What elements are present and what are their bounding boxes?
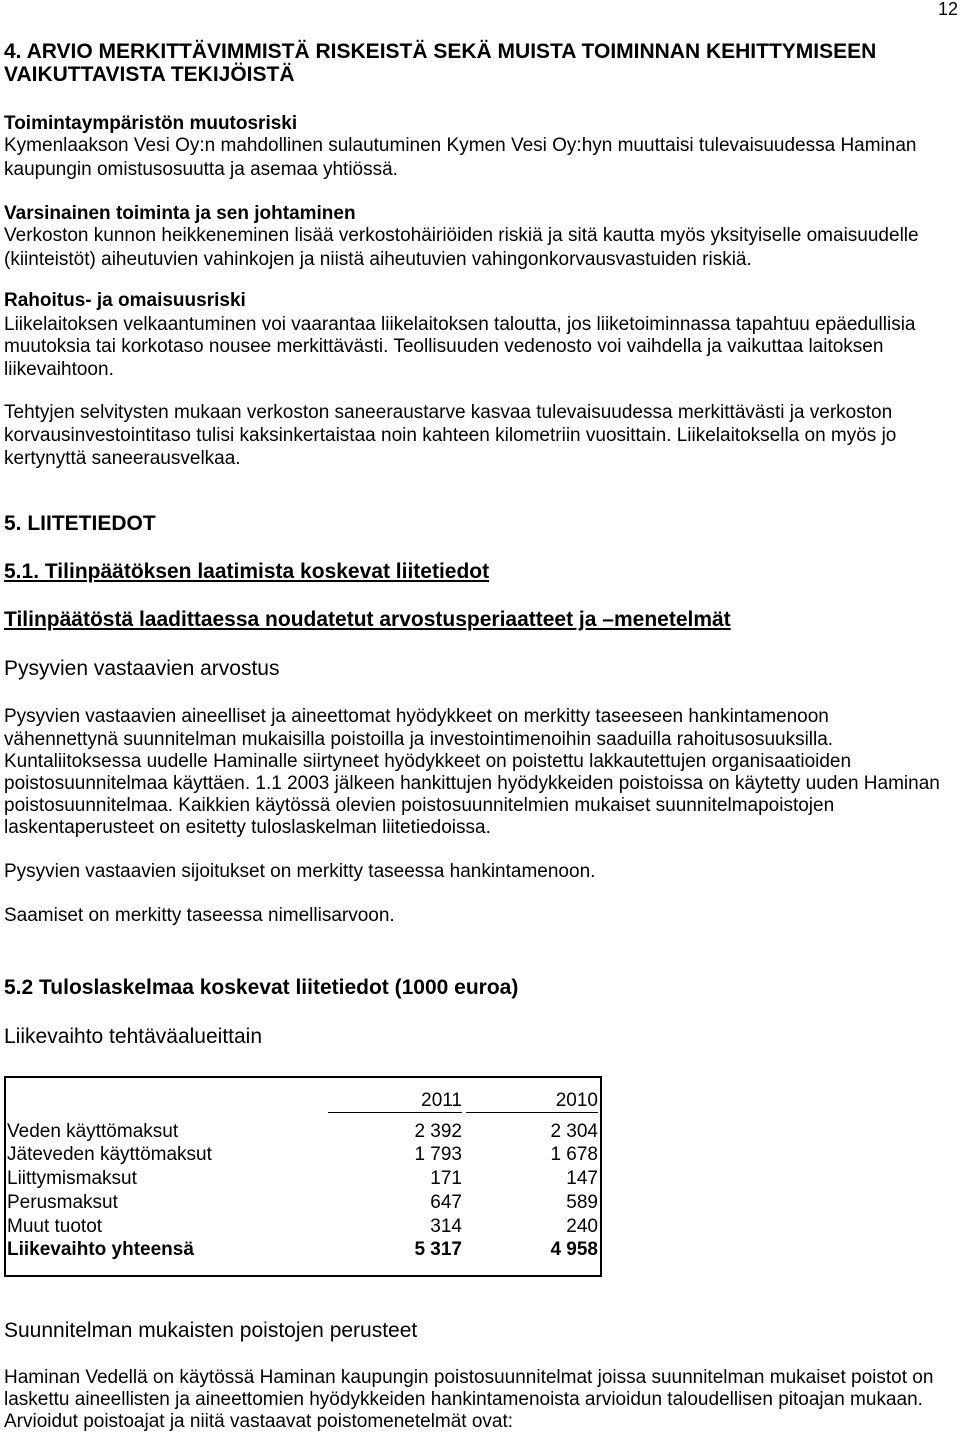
valuation-principles-heading: Tilinpäätöstä laadittaessa noudatetut arvostusperiaatteet ja –menetelmät [4,608,731,631]
row-value-2011: 647 [430,1192,462,1213]
total-label: Liikevaihto yhteensä [7,1239,194,1260]
subsection-5-1-heading: 5.1. Tilinpäätöksen laatimista koskevat liitetiedot [4,560,490,583]
table-row [6,1192,600,1214]
row-value-2010: 2 304 [550,1121,598,1142]
depreciation-heading: Suunnitelman mukaisten poistojen perusteet [4,1319,418,1342]
paragraph-line: Pysyvien vastaavien aineelliset ja aineettomat hyödykkeet on merkitty taseeseen hankintamenoon [4,706,829,727]
section-4-heading-line-2: VAIKUTTAVISTA TEKIJÖISTÄ [4,63,295,86]
total-value-2010: 4 958 [550,1239,598,1260]
column-header-2011: 2011 [328,1090,462,1113]
table-row [6,1121,600,1143]
paragraph-line: Verkoston kunnon heikkeneminen lisää verkostohäiriöiden riskiä ja sitä kautta myös yksityiselle omaisuudelle [4,225,919,246]
investments-text: Pysyvien vastaavien sijoitukset on merkitty taseessa hankintamenoon. [4,861,596,882]
paragraph-line: laskentaperusteet on esitetty tuloslaskelman liitetiedoissa. [4,817,491,838]
paragraph-line: (kiinteistöt) aiheutuvien vahinkojen ja niistä aiheutuvien vahingonkorvausvastuiden riskiä. [4,249,752,270]
paragraph-line: Kuntaliitoksessa uudelle Haminalle siirtyneet hyödykkeet on poistettu lakkautettujen organisaatioiden [4,751,852,772]
risk-heading-operating-environment: Toimintaympäristön muutosriski [4,113,298,134]
row-label: Jäteveden käyttömaksut [7,1144,212,1165]
paragraph-line: kertynyttä saneerausvelkaa. [4,448,241,469]
table-header-row [6,1090,600,1112]
risk-heading-core-operations: Varsinainen toiminta ja sen johtaminen [4,203,356,224]
paragraph-line: muutoksia tai korkotaso nousee merkittävästi. Teollisuuden vedenosto voi vaihdella ja vaikuttaa laitoksen [4,336,884,357]
row-label: Muut tuotot [7,1216,103,1237]
risk-heading-financing: Rahoitus- ja omaisuusriski [4,290,246,311]
paragraph-line: laskettu aineellisten ja aineettomien hyödykkeiden hankintamenoista arvioidun taloudellisen pitoajan mukaan. [4,1389,923,1410]
row-label: Veden käyttömaksut [7,1121,179,1142]
column-header-2010: 2010 [466,1090,598,1113]
total-value-2011: 5 317 [414,1239,462,1260]
table-row [6,1216,600,1238]
paragraph-line: poistosuunnitelmaa. Kaikkien käytössä olevien poistosuunnitelmien mukaiset suunnitelmapoistojen [4,795,835,816]
row-value-2010: 240 [566,1216,598,1237]
paragraph-line: Kymenlaakson Vesi Oy:n mahdollinen sulautuminen Kymen Vesi Oy:hyn muuttaisi tulevaisuudessa Haminan [4,135,917,156]
table-row [6,1168,600,1190]
row-label: Perusmaksut [7,1192,118,1213]
row-label: Liittymismaksut [7,1168,137,1189]
paragraph-line: kaupungin omistusosuutta ja asemaa yhtiössä. [4,159,398,180]
paragraph-line: korvausinvestointitaso tulisi kaksinkertaistaa noin kahteen kilometriin vuosittain. Liikelaitoksella on myös jo [4,425,897,446]
table-total-row [6,1239,600,1261]
revenue-table [4,1076,602,1277]
paragraph-line: poistosuunnitelmaa käyttäen. 1.1 2003 jälkeen hankittujen hyödykkeiden poistoissa on käytetty uuden Haminan [4,773,940,794]
page-number: 12 [937,0,958,19]
section-4-heading-line-1: 4. ARVIO MERKITTÄVIMMISTÄ RISKEISTÄ SEKÄ MUISTA TOIMINNAN KEHITTYMISEEN [4,40,877,63]
row-value-2010: 147 [566,1168,598,1189]
fixed-assets-heading: Pysyvien vastaavien arvostus [4,657,280,680]
paragraph-line: Arvioidut poistoajat ja niitä vastaavat poistomenetelmät ovat: [4,1411,514,1432]
row-value-2011: 171 [430,1168,462,1189]
row-value-2011: 1 793 [414,1144,462,1165]
paragraph-line: Tehtyjen selvitysten mukaan verkoston saneeraustarve kasvaa tulevaisuudessa merkittävästi ja verkoston [4,402,893,423]
receivables-text: Saamiset on merkitty taseessa nimellisarvoon. [4,905,395,926]
paragraph-line: liikevaihtoon. [4,359,114,380]
paragraph-line: Haminan Vedellä on käytössä Haminan kaupungin poistosuunnitelmat joissa suunnitelman mukaiset poistot on [4,1367,934,1388]
paragraph-line: Liikelaitoksen velkaantuminen voi vaarantaa liikelaitoksen taloutta, jos liiketoiminnassa tapahtuu epäedullisia [4,314,916,335]
paragraph-line: vähennettynä suunnitelman mukaisilla poistoilla ja investointimenoihin saaduilla rahoitusosuuksilla. [4,729,834,750]
revenue-table-heading: Liikevaihto tehtäväalueittain [4,1025,263,1048]
section-5-heading: 5. LIITETIEDOT [4,512,156,535]
row-value-2011: 314 [430,1216,462,1237]
table-row [6,1144,600,1166]
row-value-2011: 2 392 [414,1121,462,1142]
subsection-5-2-heading: 5.2 Tuloslaskelmaa koskevat liitetiedot (1000 euroa) [4,976,519,999]
row-value-2010: 1 678 [550,1144,598,1165]
row-value-2010: 589 [566,1192,598,1213]
